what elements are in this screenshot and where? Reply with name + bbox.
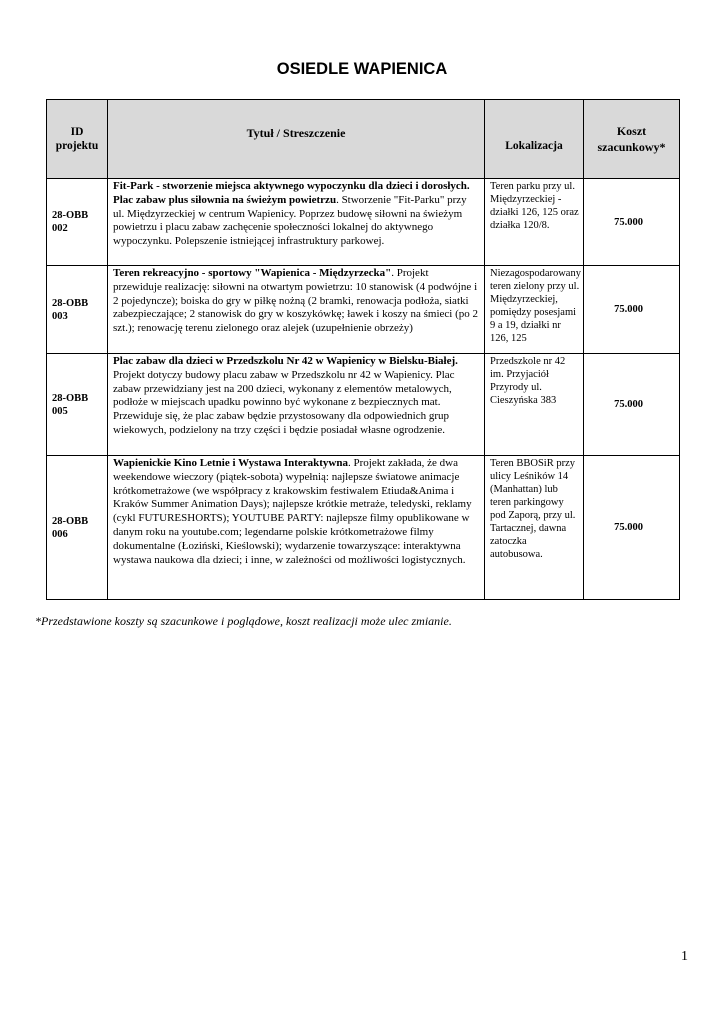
project-id-line1: 28-OBB (52, 392, 89, 404)
project-location: Niezagospodarowany teren zielony przy ul. Międzyrzeckiej, pomiędzy posesjami 9 a 19, działki nr 126, 125 (485, 266, 584, 354)
project-id (47, 179, 108, 266)
header-cost (584, 100, 680, 179)
table-row (47, 266, 680, 354)
header-cost-line2: szacunkowy* (597, 140, 666, 154)
table-row (47, 179, 680, 266)
header-cost-line1: Koszt (616, 124, 647, 138)
project-description (108, 354, 485, 456)
project-location: Teren parku przy ul. Międzyrzeckiej - działki 126, 125 oraz działka 120/8. (485, 179, 584, 266)
project-cost: 75.000 (584, 456, 680, 600)
project-id (47, 266, 108, 354)
project-title: Plac zabaw dla dzieci w Przedszkolu Nr 42 w Wapienicy w Bielsku-Białej. (113, 355, 458, 367)
project-id-line2: 006 (52, 528, 68, 540)
project-cost: 75.000 (584, 179, 680, 266)
table-row (47, 456, 680, 600)
project-title: Teren rekreacyjno - sportowy "Wapienica - Międzyrzecka" (113, 267, 392, 279)
project-summary: Projekt dotyczy budowy placu zabaw w Przedszkolu nr 42 w Wapienicy. Plac zabaw przewidziany jest na 200 dzieci, wykonany z elementów metalowych, podłoże w miejscach upadku powinno być wykonane z bezpiecznych mat. Przewiduje się, że plac zabaw będzie przystosowany dla odpowiednich grup wiekowych, podzielony na trzy części i będzie posiadał własne ogrodzenie. (113, 368, 455, 436)
project-cost: 75.000 (584, 266, 680, 354)
header-location: Lokalizacja (485, 100, 584, 179)
project-location: Teren BBOSiR przy ulicy Leśników 14 (Manhattan) lub teren parkingowy pod Zaporą, przy ul. Tartacznej, dawna zatoczka autobusowa. (485, 456, 584, 600)
project-id-line2: 003 (52, 310, 68, 322)
header-id-line2: projektu (55, 140, 99, 152)
header-title: Tytuł / Streszczenie (108, 100, 485, 179)
header-id-line1: ID (70, 126, 84, 138)
cost-footnote: *Przedstawione koszty są szacunkowe i poglądowe, koszt realizacji może ulec zmianie. (35, 614, 452, 628)
header-id (47, 100, 108, 179)
project-summary: Projekt przewiduje realizację: siłowni na otwartym powietrzu: 10 stanowisk (4 podwójne i 2 pojedyncze); boiska do gry w piłkę nożną (2 bramki, renowacja podłoża, siatki zabezpieczające; 2 stanowisk do gry w koszykówkę; ławek i koszy na śmieci (po 2 szt.); renowację terenu zielonego oraz alejek (uzupełnienie obrzeży) (113, 267, 479, 335)
project-description (108, 456, 485, 600)
project-title-end: . (348, 457, 351, 469)
projects-table (46, 99, 680, 600)
project-title: Fit-Park - stworzenie miejsca aktywnego wypoczynku dla dzieci i dorosłych. Plac zabaw plus siłownia na świeżym powietrzu (113, 180, 470, 206)
document-title: OSIEDLE WAPIENICA (276, 60, 448, 78)
project-location: Przedszkole nr 42 im. Przyjaciół Przyrody ul. Cieszyńska 383 (485, 354, 584, 456)
project-title: Wapienickie Kino Letnie i Wystawa Interaktywna (113, 457, 348, 469)
project-id-line1: 28-OBB (52, 210, 89, 221)
project-cost: 75.000 (584, 354, 680, 456)
table-row (47, 354, 680, 456)
page-number: 1 (681, 949, 688, 964)
project-id-line1: 28-OBB (52, 515, 89, 527)
project-description (108, 266, 485, 354)
project-summary: Projekt zakłada, że dwa weekendowe wieczory (piątek-sobota) wypełnią: najlepsze światowe animacje krótkometrażowe (we współpracy z krakowskim festiwalem Etiuda&Anima i Kraków Summer Animation Days); najlepsze krótkie metraże, teledyski, reklamy (cykl FUTURESHORTS); YOUTUBE PARTY: najlepsze filmy opublikowane w danym roku na youtube.com; legendarne polskie krótkometrażowe filmy dokumentalne (Łoziński, Kieślowski); wydarzenie towarzyszące: interaktywna wystawa naukowa dla dzieci; i inne, w zależności od możliwości logistycznych. (113, 457, 472, 566)
project-id (47, 456, 108, 600)
project-description (108, 179, 485, 266)
project-id (47, 354, 108, 456)
table-header-row (47, 100, 680, 179)
project-title-end: . (336, 193, 339, 206)
project-id-line2: 002 (52, 223, 68, 234)
project-id-line1: 28-OBB (52, 297, 89, 309)
project-title-end: . (391, 267, 394, 279)
project-id-line2: 005 (52, 405, 68, 417)
project-summary: Stworzenie "Fit-Parku" przy ul. Międzyrzeckiej w centrum Wapienicy. Poprzez budowę siłowni na świeżym powietrzu i placu zabaw zachęcenie społeczności lokalnej do aktywnego wypoczynku. Polepszenie istniejącej infrastruktury parkowej. (113, 193, 467, 248)
